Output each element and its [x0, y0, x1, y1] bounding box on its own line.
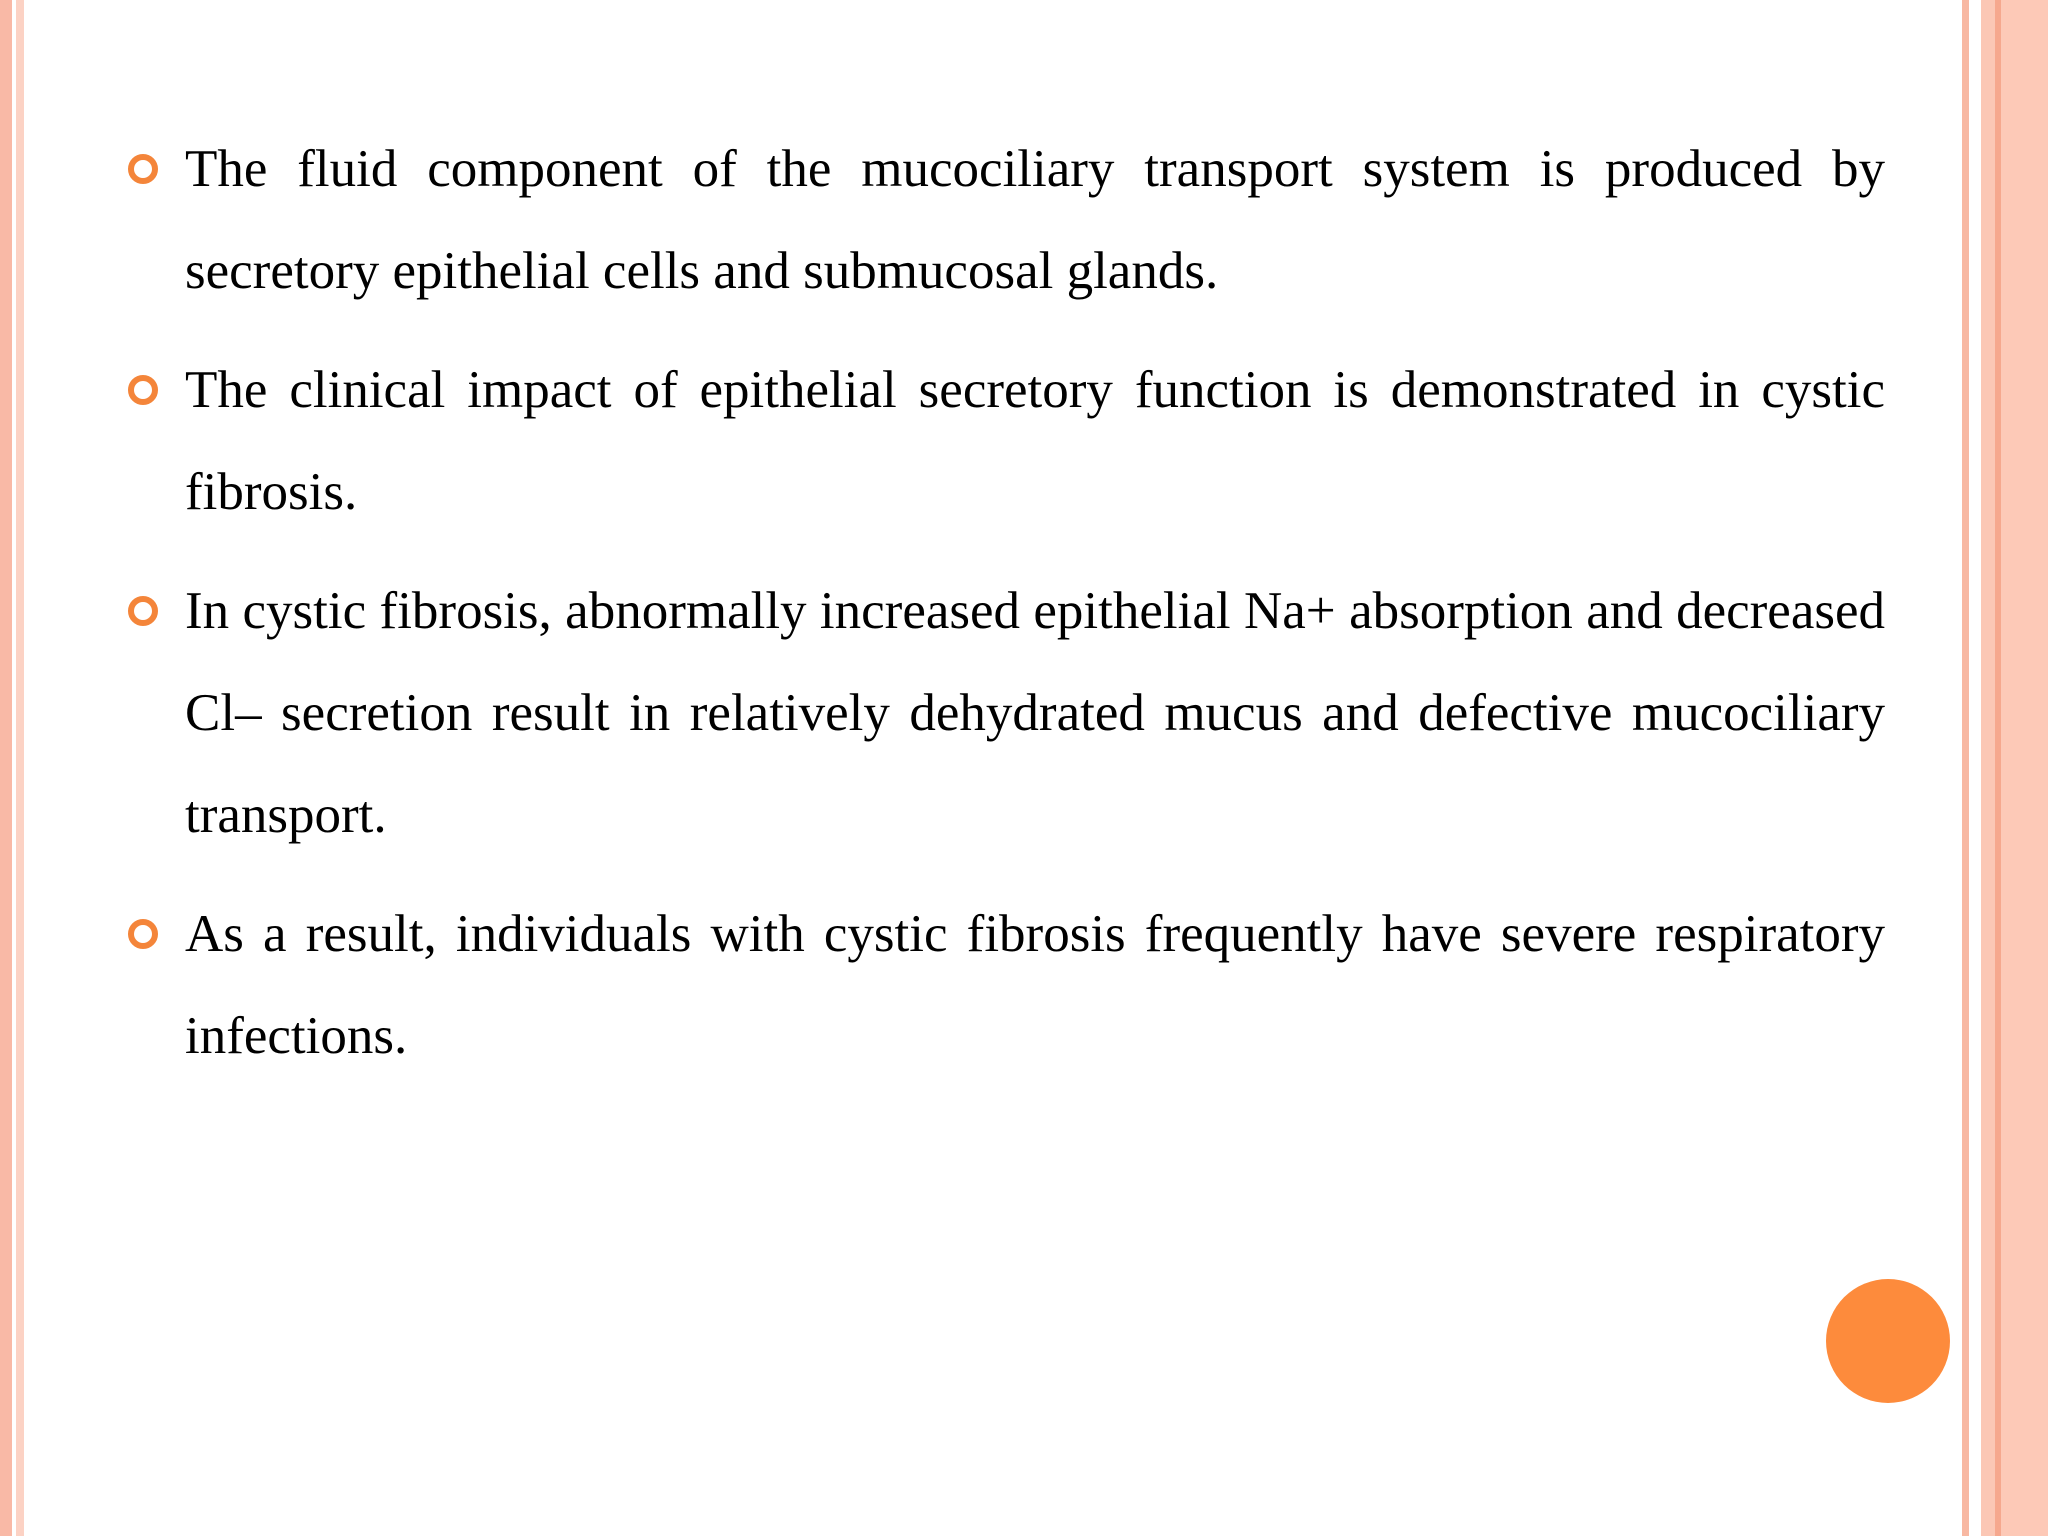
right-border-edge	[2001, 0, 2048, 1536]
bullet-item	[120, 339, 1885, 543]
orange-circle-ornament	[1826, 1279, 1950, 1403]
bullet-list	[120, 118, 1885, 1104]
left-border-outer	[0, 0, 12, 1536]
bullet-item	[120, 883, 1885, 1087]
bullet-text: In cystic fibrosis, abnormally increased epithelial Na+ absorption and decreased Cl– secretion result in relatively dehydrated mucus and defective mucociliary transport.	[185, 582, 1885, 844]
right-border-band	[1981, 0, 1995, 1536]
right-border-gap	[1969, 0, 1981, 1536]
bullet-item	[120, 118, 1885, 322]
ring-bullet-icon	[128, 596, 158, 626]
bullet-item	[120, 560, 1885, 866]
bullet-text: As a result, individuals with cystic fibrosis frequently have severe respiratory infections.	[185, 905, 1885, 1065]
ring-bullet-icon	[128, 919, 158, 949]
bullet-text: The clinical impact of epithelial secretory function is demonstrated in cystic fibrosis.	[185, 361, 1885, 521]
right-border-line	[1962, 0, 1969, 1536]
ring-bullet-icon	[128, 154, 158, 184]
ring-bullet-icon	[128, 375, 158, 405]
bullet-text: The fluid component of the mucociliary transport system is produced by secretory epithelial cells and submucosal glands.	[185, 140, 1885, 300]
left-border-inner	[16, 0, 24, 1536]
